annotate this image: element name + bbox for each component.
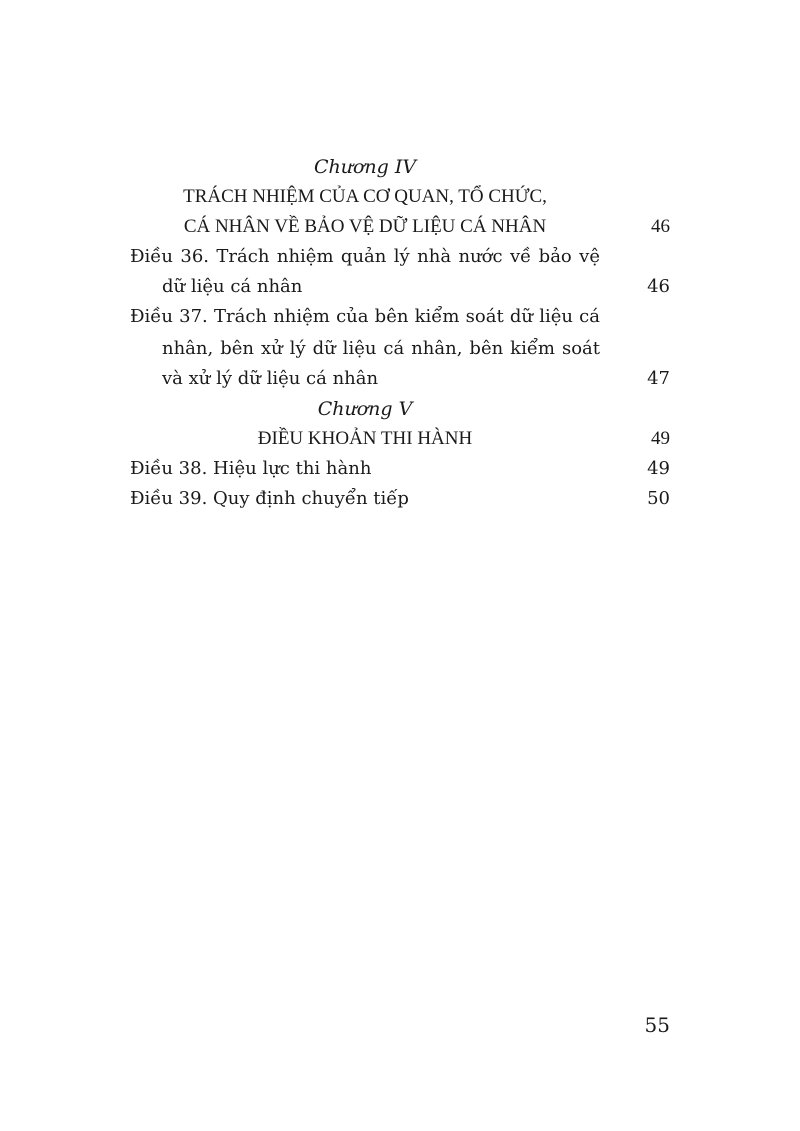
chapter-4-title-line1: TRÁCH NHIỆM CỦA CƠ QUAN, TỔ CHỨC, xyxy=(183,186,547,207)
chapter-5-title: ĐIỀU KHOẢN THI HÀNH xyxy=(257,428,473,449)
article-37-line1: Điều 37. Trách nhiệm của bên kiểm soát dữ liệu cá xyxy=(130,306,600,327)
toc-entry-article-36[interactable] xyxy=(130,242,670,272)
article-39-text: Điều 39. Quy định chuyển tiếp xyxy=(130,488,409,509)
toc-entry-article-37-end[interactable] xyxy=(130,364,670,394)
article-36-line1: Điều 36. Trách nhiệm quản lý nhà nước về bảo vệ xyxy=(130,246,600,267)
article-37-line3: và xử lý dữ liệu cá nhân xyxy=(162,368,379,389)
chapter-5-title-row[interactable] xyxy=(130,424,670,454)
article-38-text: Điều 38. Hiệu lực thi hành xyxy=(130,458,372,479)
chapter-4-title-row[interactable] xyxy=(130,212,670,242)
chapter-5-label: Chương V xyxy=(317,398,413,420)
article-39-page: 50 xyxy=(647,488,670,509)
toc-entry-article-37-cont[interactable] xyxy=(130,334,670,364)
chapter-4-page: 46 xyxy=(651,216,670,237)
article-36-page: 46 xyxy=(647,276,670,297)
toc-entry-article-37[interactable] xyxy=(130,302,670,332)
chapter-4-title-line2: CÁ NHÂN VỀ BẢO VỆ DỮ LIỆU CÁ NHÂN xyxy=(183,216,547,237)
article-37-page: 47 xyxy=(647,368,670,389)
toc-entry-article-39[interactable] xyxy=(130,484,670,514)
article-38-page: 49 xyxy=(647,458,670,479)
article-37-line2: nhân, bên xử lý dữ liệu cá nhân, bên kiểm soát xyxy=(162,338,600,359)
article-36-line2: dữ liệu cá nhân xyxy=(162,276,303,297)
toc-entry-article-38[interactable] xyxy=(130,454,670,484)
toc-entry-article-36-cont[interactable] xyxy=(130,272,670,302)
chapter-5-page: 49 xyxy=(651,428,670,449)
chapter-4-label: Chương IV xyxy=(313,156,417,178)
page-number: 55 xyxy=(644,1013,670,1037)
